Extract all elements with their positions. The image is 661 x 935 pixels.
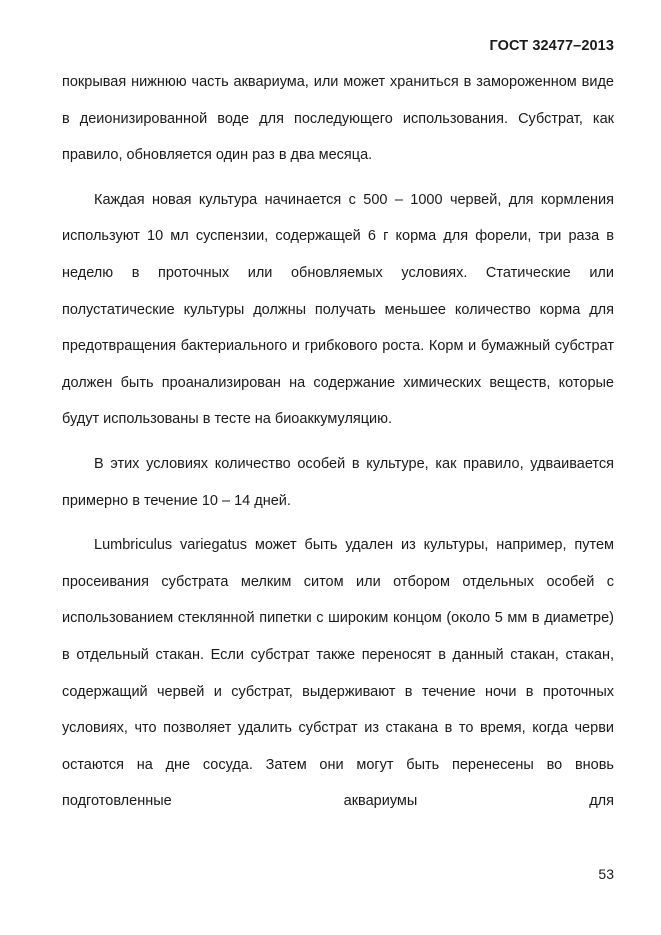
body-text — [62, 64, 614, 820]
species-name: Lumbriculus variegatus — [94, 537, 247, 554]
paragraph-culture-feeding: Каждая новая культура начинается с 500 – 1000 червей, для кормления используют 10 мл суспензии, содержащей 6 г корма для форели, три раза в неделю в проточных или обновляемых условиях. Статические или полустатические культуры должны получать меньшее количество корма для предотвращения бактериального и грибкового роста. Корм и бумажный субстрат должен быть проанализирован на содержание химических веществ, которые будут использованы в тесте на биоаккумуляцию. — [62, 191, 614, 428]
page-number: 53 — [598, 866, 614, 882]
document-id-header: ГОСТ 32477–2013 — [489, 38, 614, 54]
paragraph-doubling-time: В этих условиях количество особей в культуре, как правило, удваивается примерно в течение 10 – 14 дней. — [62, 455, 614, 509]
paragraph-continuation: покрывая нижнюю часть аквариума, или может храниться в замороженном виде в деионизированной воде для последующего использования. Субстрат, как правило, обновляется один раз в два месяца. — [62, 74, 614, 164]
paragraph-worm-removal: Lumbriculus variegatus может быть удален из культуры, например, путем просеивания субстрата мелким ситом или отбором отдельных особей с использованием стеклянной пипетки с широким концом (около 5 мм в диаметре) в отдельный стакан. Если субстрат также переносят в данный стакан, стакан, содержащий червей и субстрат, выдерживают в течение ночи в проточных условиях, что позволяет удалить субстрат из стакана в то время, когда черви остаются на дне сосуда. Затем они могут быть перенесены во вновь подготовленные аквариумы для — [62, 537, 614, 810]
